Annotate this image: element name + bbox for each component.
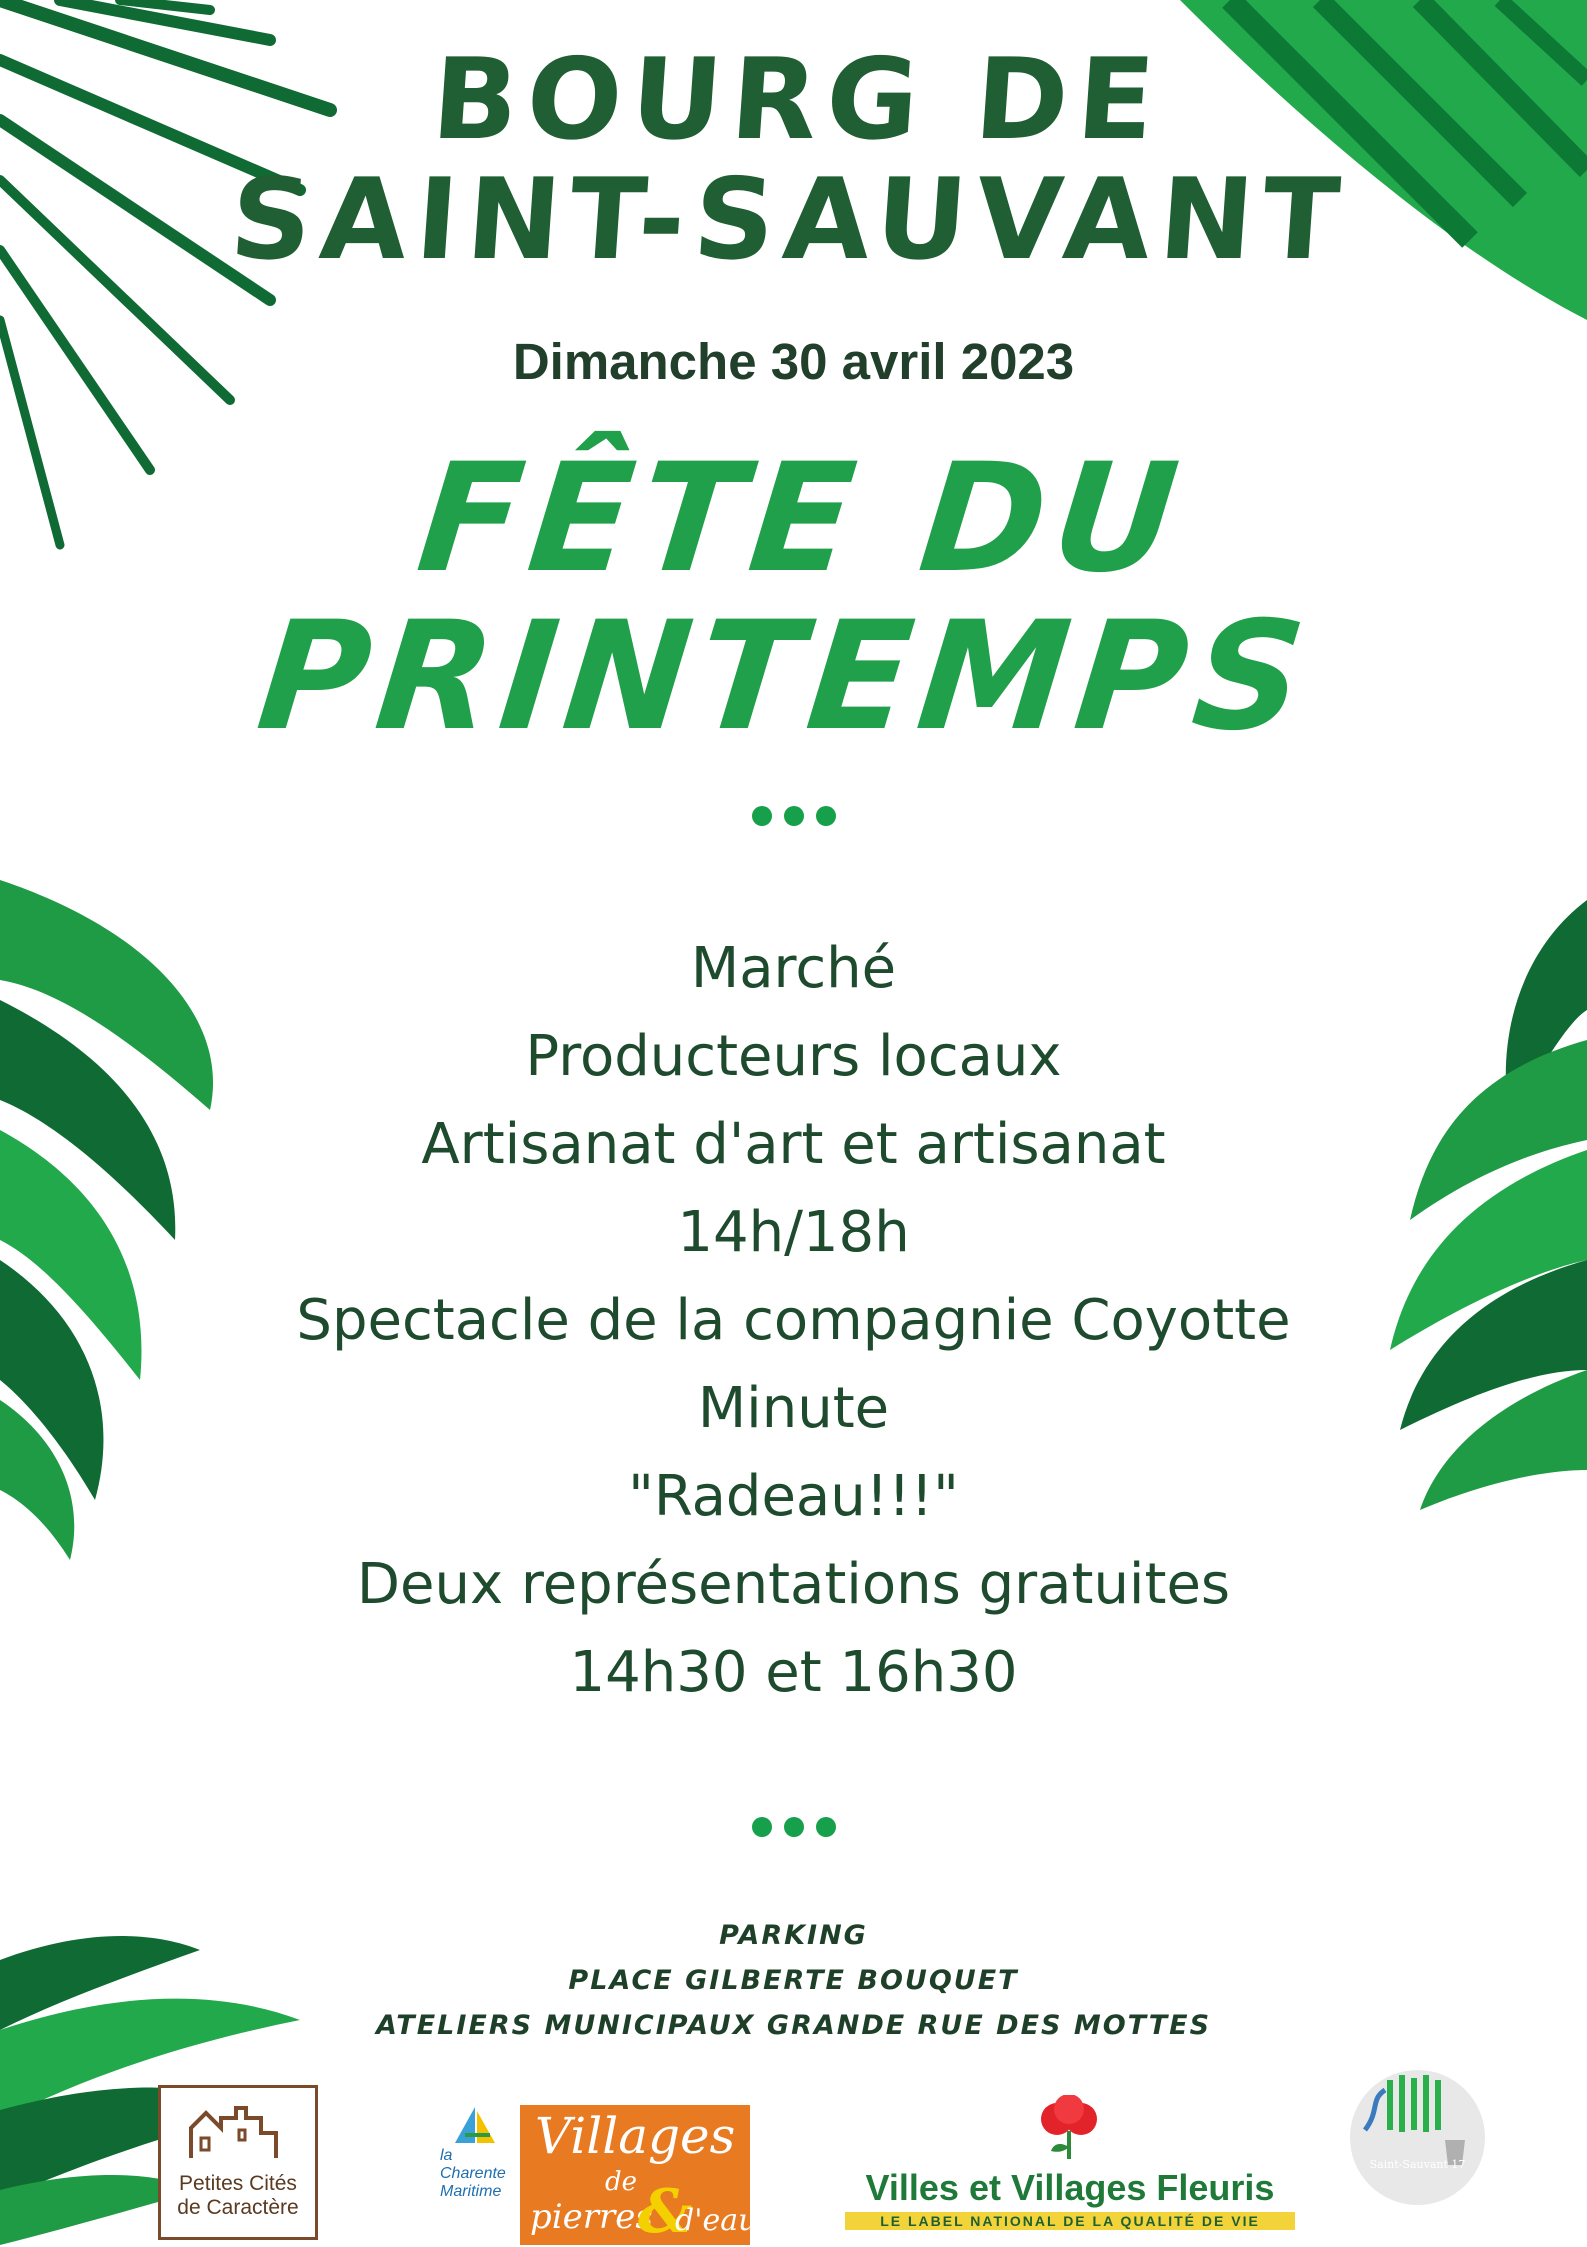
castle-icon xyxy=(161,2088,315,2168)
petites-cites-line2: de Caractère xyxy=(177,2196,299,2219)
town-title-line1: BOURG DE xyxy=(428,35,1168,165)
logo-villages: Villages xyxy=(535,2107,736,2165)
event-title-line2: PRINTEMPS xyxy=(250,590,1320,764)
dot-icon xyxy=(752,806,772,826)
program-item: 14h/18h xyxy=(677,1200,910,1265)
program-item: "Radeau!!!" xyxy=(628,1464,959,1529)
dot-icon xyxy=(784,806,804,826)
program-item: Producteurs locaux xyxy=(525,1024,1062,1089)
logo-de: de xyxy=(605,2167,638,2197)
program-item: Spectacle de la compagnie Coyotte xyxy=(296,1288,1291,1353)
parking-info xyxy=(0,1913,1587,2048)
dot-icon xyxy=(816,1817,836,1837)
program-item: Artisanat d'art et artisanat xyxy=(421,1112,1166,1177)
parking-heading: PARKING xyxy=(719,1920,868,1951)
flower-icon xyxy=(1035,2095,1105,2160)
dot-icon xyxy=(752,1817,772,1837)
program-item: Marché xyxy=(690,936,897,1001)
event-title-line1: FÊTE DU xyxy=(410,432,1194,606)
petites-cites-logo xyxy=(158,2085,318,2240)
sail-icon xyxy=(445,2105,505,2145)
program-list xyxy=(0,925,1587,1717)
villes-fleuris-subtitle: LE LABEL NATIONAL DE LA QUALITÉ DE VIE xyxy=(845,2212,1295,2230)
parking-line: ATELIERS MUNICIPAUX GRANDE RUE DES MOTTES xyxy=(375,2010,1212,2041)
logo-ampersand: & xyxy=(638,2177,693,2247)
program-item: Minute xyxy=(697,1376,890,1441)
dot-icon xyxy=(784,1817,804,1837)
program-item: Deux représentations gratuites xyxy=(356,1552,1231,1617)
dot-icon xyxy=(816,806,836,826)
logo-la: la xyxy=(440,2147,453,2164)
saint-sauvant-label: Saint-Sauvant 17 xyxy=(1369,2158,1466,2171)
event-title xyxy=(0,432,1587,764)
separator-dots-bottom xyxy=(0,1817,1587,1837)
logo-charente: Charente xyxy=(440,2165,506,2182)
saint-sauvant-logo xyxy=(1350,2070,1485,2205)
town-title xyxy=(0,35,1587,285)
event-date: Dimanche 30 avril 2023 xyxy=(512,333,1075,390)
saint-sauvant-emblem-icon xyxy=(1350,2070,1485,2205)
parking-line: PLACE GILBERTE BOUQUET xyxy=(568,1965,1019,1996)
logo-eau: d'eau xyxy=(675,2203,758,2238)
villages-pierres-eau-logo xyxy=(420,2105,758,2247)
villes-villages-fleuris-logo xyxy=(845,2095,1295,2240)
program-item: 14h30 et 16h30 xyxy=(569,1640,1018,1705)
logo-maritime: Maritime xyxy=(440,2183,502,2200)
petites-cites-line1: Petites Cités xyxy=(179,2172,297,2195)
separator-dots-top xyxy=(0,806,1587,826)
logo-pierres: pierres xyxy=(530,2197,653,2237)
villes-fleuris-title: Villes et Villages Fleuris xyxy=(865,2167,1275,2208)
town-title-line2: SAINT-SAUVANT xyxy=(226,155,1353,285)
